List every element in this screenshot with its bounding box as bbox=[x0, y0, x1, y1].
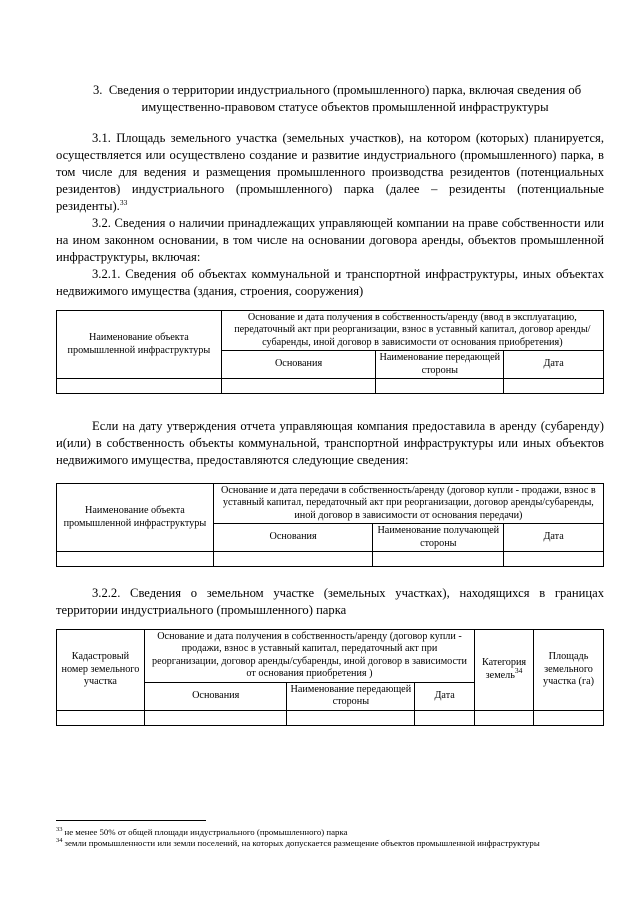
table-cell bbox=[57, 710, 145, 725]
table-cell bbox=[373, 552, 504, 567]
table-cell bbox=[144, 710, 287, 725]
table-cell bbox=[534, 710, 604, 725]
table-cell bbox=[376, 379, 504, 394]
table-row bbox=[57, 552, 604, 567]
col-date: Дата bbox=[415, 682, 475, 710]
table-cell bbox=[504, 552, 604, 567]
col-basis-header: Основание и дата получения в собственность/аренду (ввод в эксплуатацию, передаточный акт при реорганизации, взнос в уставный капитал, договор аренды/субаренды, иной договор в зависимости от основания приобретения) bbox=[221, 311, 603, 351]
footnote-ref-33: 33 bbox=[119, 198, 128, 207]
col-object-name: Наименование объекта промышленной инфраструктуры bbox=[57, 484, 214, 552]
col-basis: Основания bbox=[213, 524, 373, 552]
col-date: Дата bbox=[504, 351, 604, 379]
table-cell bbox=[57, 552, 214, 567]
table-row bbox=[57, 710, 604, 725]
footnote-33: $^{33}$ не менее 50% от общей площади индустриального (промышленного) парка bbox=[56, 826, 348, 837]
footnote-ref-34: 34 bbox=[514, 665, 523, 675]
col-basis: Основания bbox=[221, 351, 376, 379]
col-transferring-party: Наименование передающей стороны bbox=[287, 682, 415, 710]
table-cell bbox=[221, 379, 376, 394]
paragraph-3-1: 3.1. Площадь земельного участка (земельных участков), на котором (которых) планируется, осуществляется или осуществлено создание и развитие индустриального (промышленного) парка, в том числе для ведения и размещения промышленного производства резидентов (потенциальных резидентов) индустриального (промышленного) парка (далее – резиденты (потенциальные резиденты).$^{33}$ bbox=[56, 131, 604, 213]
table-cell bbox=[287, 710, 415, 725]
paragraph-3-2: 3.2. Сведения о наличии принадлежащих управляющей компании на праве собственности или на ином законном основании, в том числе на основании договора аренды, объектов промышленной инфраструктуры, включая: bbox=[56, 216, 604, 264]
col-plot-area: Площадь земельного участка (га) bbox=[534, 630, 604, 710]
section-heading bbox=[56, 82, 604, 116]
land-plots-table bbox=[56, 629, 604, 725]
document-page bbox=[56, 82, 604, 726]
table-cell bbox=[213, 552, 373, 567]
section-title: Сведения о территории индустриального (промышленного) парка, включая сведения об имущественно-правовом статусе объектов промышленной инфраструктуры bbox=[108, 83, 582, 114]
table-cell bbox=[475, 710, 534, 725]
col-basis-header: Основание и дата передачи в собственность/аренду (договор купли - продажи, взнос в уставный капитал, передаточный акт при реорганизации, договор аренды/субаренды, иной договор в зависимости от основания передачи) bbox=[213, 484, 603, 524]
section-number: 3. bbox=[93, 83, 103, 97]
table-cell bbox=[415, 710, 475, 725]
table-row bbox=[57, 379, 604, 394]
col-date: Дата bbox=[504, 524, 604, 552]
col-basis: Основания bbox=[144, 682, 287, 710]
paragraph-3-2-2: 3.2.2. Сведения о земельном участке (земельных участках), находящихся в границах территории индустриального (промышленного) парка bbox=[56, 586, 604, 618]
footnotes bbox=[56, 820, 604, 850]
col-cadastral-number: Кадастровый номер земельного участка bbox=[57, 630, 145, 710]
col-object-name: Наименование объекта промышленной инфраструктуры bbox=[57, 311, 222, 379]
col-land-category: Категория земель$^{34}$ bbox=[475, 630, 534, 710]
footnote-34: $^{34}$ земли промышленности или земли поселений, на которых допускается размещение объектов промышленной инфраструктуры bbox=[56, 837, 540, 849]
col-basis-header: Основание и дата получения в собственность/аренду (договор купли - продажи, взнос в уставный капитал, передаточный акт при реорганизации, договор аренды/субаренды, иной договор в зависимости от основания приобретения ) bbox=[144, 630, 474, 683]
table-cell bbox=[504, 379, 604, 394]
table-cell bbox=[57, 379, 222, 394]
leased-objects-table bbox=[56, 483, 604, 567]
paragraph-3-2-1: 3.2.1. Сведения об объектах коммунальной и транспортной инфраструктуры, иных объектах недвижимого имущества (здания, строения, сооружения) bbox=[56, 267, 604, 298]
col-transferring-party: Наименование передающей стороны bbox=[376, 351, 504, 379]
infrastructure-objects-table bbox=[56, 310, 604, 394]
paragraph-lease: Если на дату утверждения отчета управляющая компания предоставила в аренду (субаренду) и(или) в собственность объекты коммунальной, транспортной инфраструктуры или иных объектов недвижимого имущества, предоставляются следующие сведения: bbox=[56, 419, 604, 468]
col-receiving-party: Наименование получающей стороны bbox=[373, 524, 504, 552]
footnote-divider bbox=[56, 820, 206, 821]
